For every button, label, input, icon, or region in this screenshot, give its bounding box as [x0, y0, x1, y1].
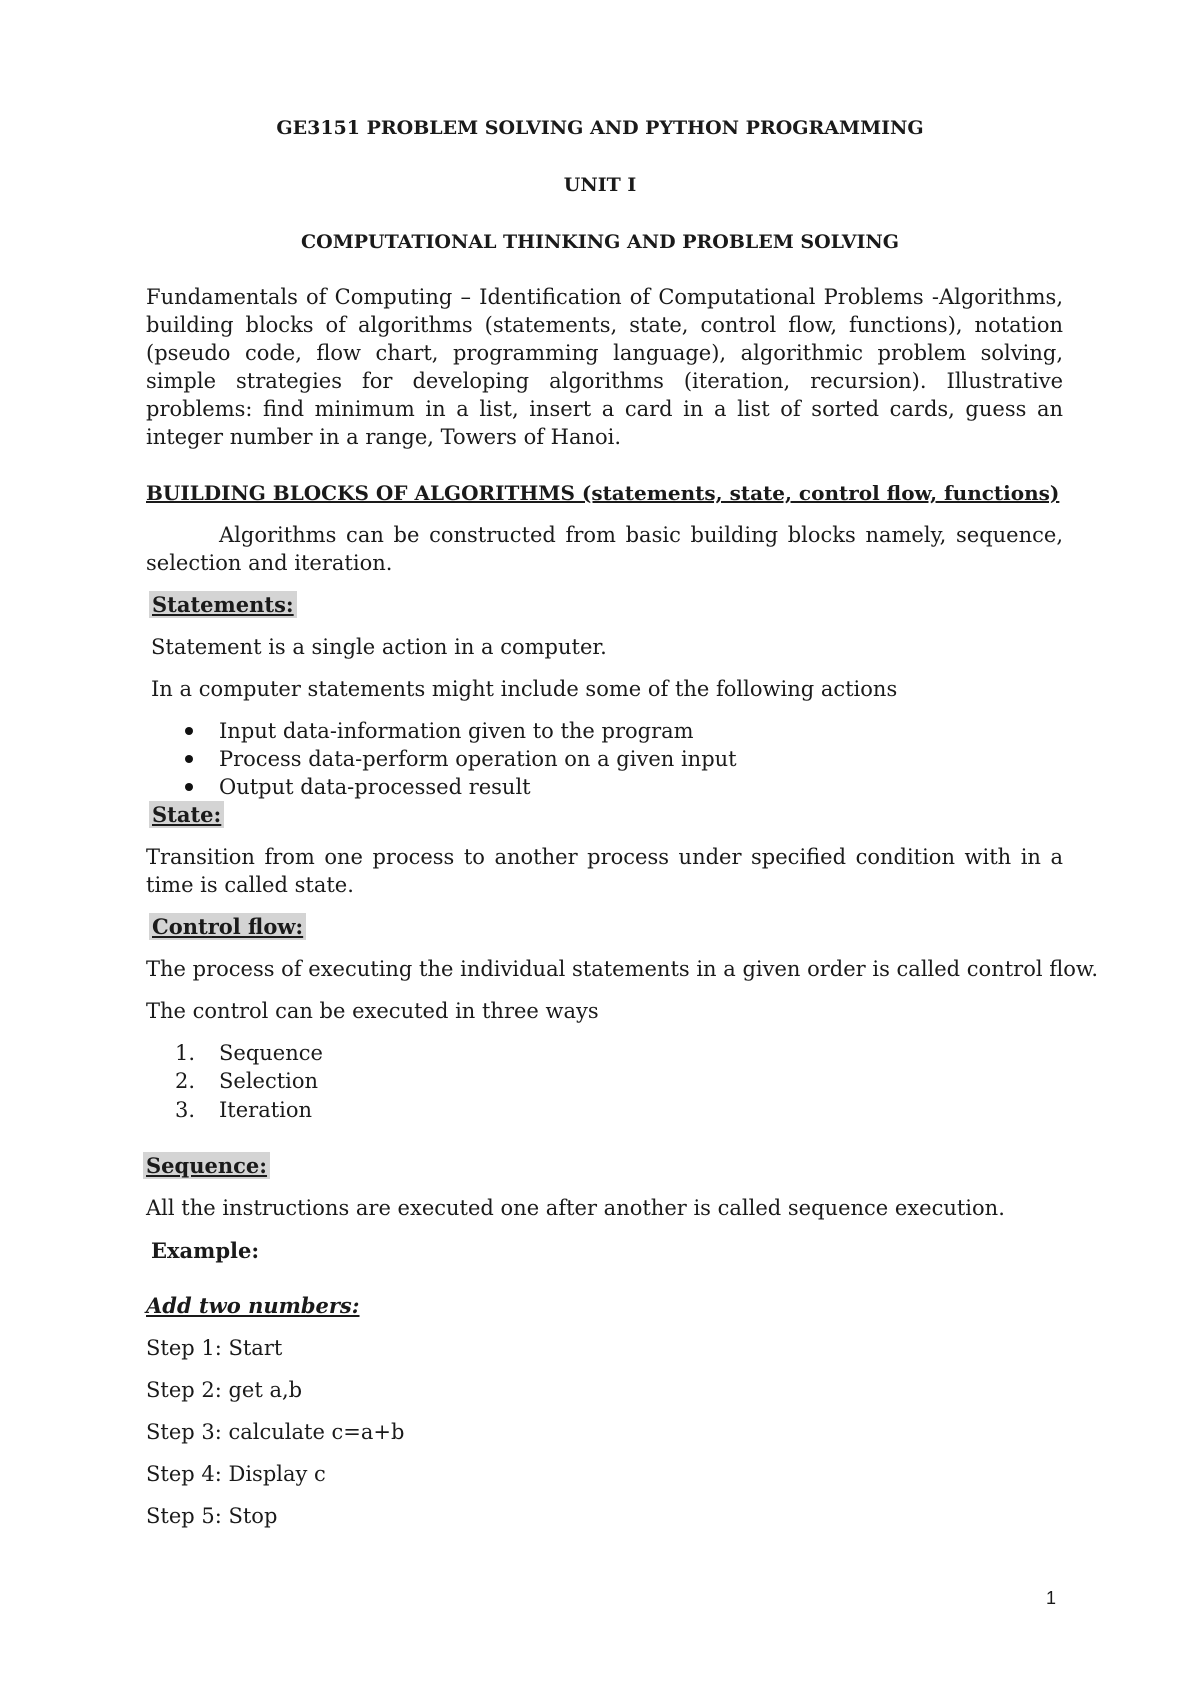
statements-intro: In a computer statements might include some of the following actions [151, 677, 898, 701]
statements-heading-wrap [149, 592, 297, 617]
state-heading: State: [149, 801, 224, 828]
algorithm-step: Step 1: Start [146, 1336, 283, 1360]
statements-definition: Statement is a single action in a computer. [151, 635, 607, 659]
unit-title: COMPUTATIONAL THINKING AND PROBLEM SOLVING [301, 231, 899, 253]
algorithm-step: Step 2: get a,b [146, 1378, 303, 1402]
statement-item: Output data-processed result [219, 775, 531, 799]
control-flow-item: Sequence [219, 1041, 323, 1065]
statement-item: Input data-information given to the program [219, 719, 694, 743]
example-title: Add two numbers: [146, 1293, 360, 1318]
building-blocks-intro: Algorithms can be constructed from basic building blocks namely, sequence, selection and iteration. [146, 523, 1063, 575]
building-blocks-heading: BUILDING BLOCKS OF ALGORITHMS (statements, state, control flow, functions) [146, 481, 1060, 505]
state-heading-wrap [149, 802, 224, 827]
statements-heading: Statements: [149, 591, 297, 618]
bullet-icon [185, 755, 193, 763]
statement-item: Process data-perform operation on a given input [219, 747, 737, 771]
course-title: GE3151 PROBLEM SOLVING AND PYTHON PROGRAMMING [276, 117, 924, 139]
unit-label: UNIT I [563, 174, 637, 196]
sequence-definition: All the instructions are executed one after another is called sequence execution. [146, 1196, 1005, 1220]
control-flow-heading: Control flow: [149, 913, 306, 940]
sequence-heading: Sequence: [143, 1152, 270, 1179]
control-flow-item: Iteration [219, 1098, 313, 1122]
control-flow-definition: The process of executing the individual statements in a given order is called control flow. [146, 957, 1099, 981]
sequence-heading-wrap [143, 1153, 270, 1178]
algorithm-step: Step 4: Display c [146, 1462, 326, 1486]
list-number: 3. [175, 1098, 196, 1122]
algorithm-step: Step 5: Stop [146, 1504, 278, 1528]
control-flow-item: Selection [219, 1069, 319, 1093]
bullet-icon [185, 783, 193, 791]
state-definition: Transition from one process to another process under specified condition with in a time is called state. [146, 845, 1063, 897]
algorithm-step: Step 3: calculate c=a+b [146, 1420, 405, 1444]
example-label: Example: [151, 1238, 260, 1263]
syllabus-paragraph: Fundamentals of Computing – Identification of Computational Problems -Algorithms, building blocks of algorithms (statements, state, control flow, functions), notation (pseudo code, flow chart, programming language), algorithmic problem solving, simple strategies for developing algorithms (iteration, recursion). Illustrative problems: find minimum in a list, insert a card in a list of sorted cards, guess an integer number in a range, Towers of Hanoi. [146, 285, 1063, 449]
control-flow-heading-wrap [149, 914, 306, 939]
list-number: 1. [175, 1041, 196, 1065]
bullet-icon [185, 727, 193, 735]
list-number: 2. [175, 1069, 196, 1093]
page-number: 1 [1046, 1588, 1057, 1608]
control-flow-intro: The control can be executed in three ways [146, 999, 599, 1023]
